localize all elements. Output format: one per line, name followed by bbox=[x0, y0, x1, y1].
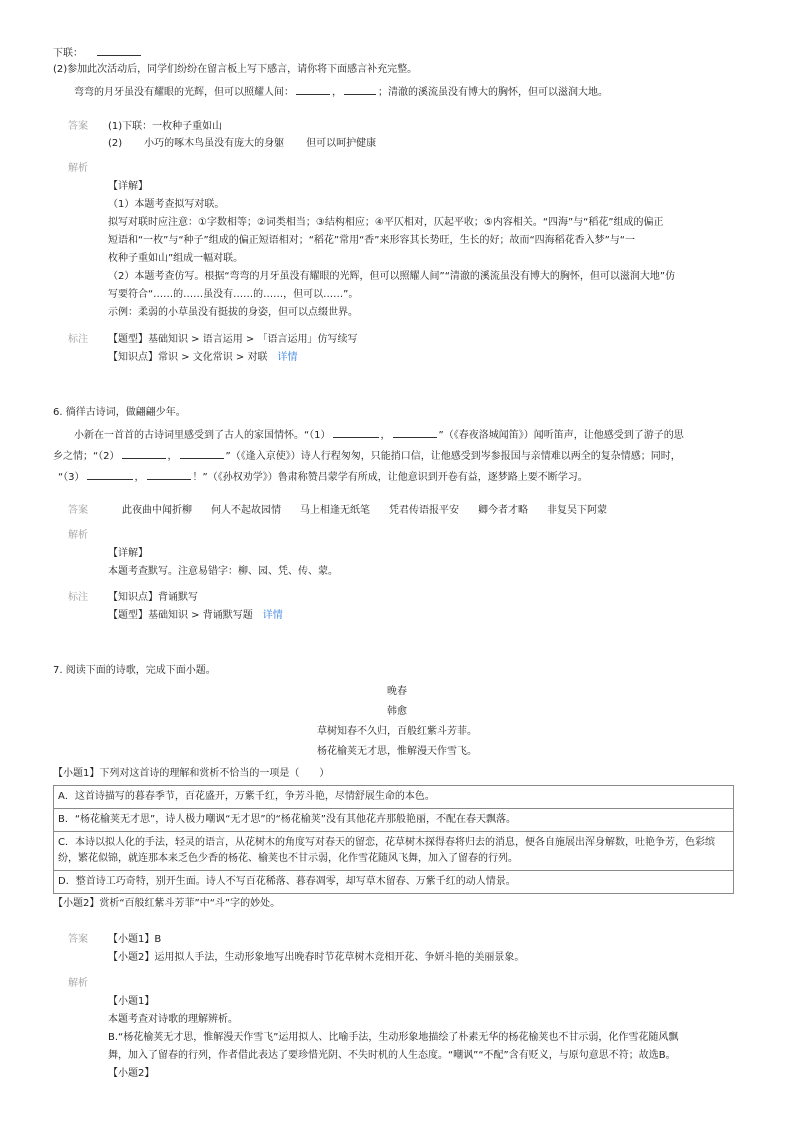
q6-para-line-2 bbox=[53, 447, 681, 465]
q6-text: 乡之情；“（2） bbox=[53, 451, 120, 462]
detail-heading: 【详解】 bbox=[108, 548, 148, 559]
answer-num: (2) bbox=[108, 138, 123, 149]
detail-line: 本题考查对诗歌的理解辨析。 bbox=[108, 1014, 238, 1025]
sub-question-1: 【小题1】下列对这首诗的理解和赏析不恰当的一项是（ ） bbox=[53, 768, 330, 779]
q6-answer: 何人不起故园情 bbox=[211, 505, 281, 516]
detail-line: B.“杨花榆荚无才思，惟解漫天作雪飞”运用拟人、比喻手法，生动形象地描绘了朴素无华的杨花榆荚也不甘示弱，化作雪花随风飘 bbox=[108, 1032, 679, 1043]
q6-blank bbox=[122, 447, 166, 459]
q6-text: ”（《春夜洛城闻笛》）闻听笛声，让他感受到了游子的思 bbox=[438, 430, 684, 441]
sub-question-2: 【小题2】赏析“百般红紫斗芳菲”中“斗”字的妙处。 bbox=[53, 898, 281, 909]
q6-text: ， bbox=[167, 451, 178, 462]
poem-line: 杨花榆荚无才思，惟解漫天作雪飞。 bbox=[317, 746, 477, 757]
xialian-label: 下联： bbox=[53, 48, 83, 59]
detail-line: 示例：柔弱的小草虽没有挺拔的身姿，但可以点缀世界。 bbox=[108, 307, 358, 318]
q6-text: ， bbox=[380, 430, 391, 441]
note-label: 标注 bbox=[68, 592, 88, 603]
q6-blank bbox=[333, 426, 379, 438]
q6-para-line-1 bbox=[74, 426, 684, 444]
tag-line bbox=[108, 350, 297, 366]
q6-text: “（3） bbox=[58, 472, 85, 483]
tag-line: 【题型】基础知识 > 语言运用 > 「语言运用」仿写续写 bbox=[108, 334, 358, 345]
detail-line: 舞，加入了留春的行列，作者借此表达了要珍惜光阴、不失时机的人生态度。“嘲讽”“不配”含有贬义，与原句意思不符；故选B。 bbox=[108, 1050, 676, 1061]
detail-line: 枚种子重如山”组成一幅对联。 bbox=[108, 253, 244, 264]
option-b: B．“杨花榆荚无才思”，诗人极力嘲讽“无才思”的“杨花榆荚”没有其他花卉那般艳丽，不配在春天飘落。 bbox=[54, 809, 733, 832]
answer-label: 答案 bbox=[68, 121, 88, 132]
answer-part-a: 小巧的啄木鸟虽没有庞大的身躯 bbox=[144, 138, 285, 149]
detail-heading: 【小题2】 bbox=[108, 1068, 155, 1079]
answer-label: 答案 bbox=[68, 505, 88, 516]
options-table bbox=[53, 785, 734, 894]
detail-line: 短语和“一枚”与“种子”组成的偏正短语相对；“稻花”常用“香”来形容其长势旺，生长的好；故而“四海稻花香入梦”与“一 bbox=[108, 235, 635, 246]
tag-text: 【题型】基础知识 > 背诵默写题 bbox=[108, 610, 253, 621]
q6-blank bbox=[87, 468, 133, 480]
answer-line: 【小题2】运用拟人手法，生动形象地写出晚春时节花草树木竞相开花、争妍斗艳的美丽景象。 bbox=[108, 952, 525, 963]
q2-blank-1 bbox=[296, 83, 330, 95]
q6-answer: 此夜曲中闻折柳 bbox=[122, 505, 192, 516]
q6-answer: 卿今者才略 bbox=[478, 505, 528, 516]
q6-blank bbox=[147, 468, 191, 480]
q2-sep: ， bbox=[332, 87, 342, 98]
tag-text: 【知识点】常识 > 文化常识 > 对联 bbox=[108, 352, 268, 363]
q6-text: 小新在一首首的古诗词里感受到了古人的家国情怀。“（1） bbox=[74, 430, 331, 441]
option-a: A．这首诗描写的暮春季节，百花盛开，万紫千红，争芳斗艳，尽情舒展生命的本色。 bbox=[54, 786, 733, 809]
poem-author: 韩愈 bbox=[387, 706, 407, 717]
q6-text: ”（《逢入京使》）诗人行程匆匆，只能捎口信，让他感受到岑参报国与亲情难以两全的复杂情感；同时， bbox=[225, 451, 681, 462]
q2-text-b: ；清澈的溪流虽没有博大的胸怀，但可以滋润大地。 bbox=[378, 87, 608, 98]
q6-blank bbox=[180, 447, 224, 459]
q6-answer: 非复吴下阿蒙 bbox=[547, 505, 607, 516]
poem-title: 晚春 bbox=[387, 686, 407, 697]
detail-heading: 【详解】 bbox=[108, 181, 148, 192]
q2-prompt: (2)参加此次活动后，同学们纷纷在留言板上写下感言，请你将下面感言补充完整。 bbox=[53, 64, 418, 75]
answer-line-1: (1)下联：一枚种子重如山 bbox=[108, 121, 223, 132]
q6-text: ！”（《孙权劝学》）鲁肃称赞吕蒙学有所成，让他意识到开卷有益，逐梦路上要不断学习。 bbox=[192, 472, 588, 483]
detail-line: （1）本题考查拟写对联。 bbox=[108, 199, 225, 210]
analysis-label: 解析 bbox=[68, 978, 88, 989]
detail-line: （2）本题考查仿写。根据“弯弯的月牙虽没有耀眼的光辉，但可以照耀人间”“清澈的溪流虽没有博大的胸怀，但可以滋润大地”仿 bbox=[108, 271, 676, 282]
q6-answers bbox=[122, 503, 607, 519]
xialian-blank bbox=[97, 44, 141, 56]
q6-blank bbox=[393, 426, 437, 438]
analysis-label: 解析 bbox=[68, 163, 88, 174]
tag-line: 【知识点】背诵默写 bbox=[108, 592, 198, 603]
answer-line: 【小题1】B bbox=[108, 934, 162, 945]
detail-line: 写要符合“……的……虽没有……的……，但可以……”。 bbox=[108, 289, 359, 300]
q2-text-a: 弯弯的月牙虽没有耀眼的光辉，但可以照耀人间： bbox=[74, 87, 294, 98]
details-link[interactable]: 详情 bbox=[262, 610, 283, 621]
detail-heading: 【小题1】 bbox=[108, 996, 155, 1007]
xialian-line bbox=[53, 44, 143, 62]
q7-title: 7. 阅读下面的诗歌，完成下面小题。 bbox=[53, 665, 216, 676]
answer-label: 答案 bbox=[68, 934, 88, 945]
tag-line bbox=[108, 608, 283, 624]
answer-part-b: 但可以呵护健康 bbox=[306, 138, 377, 149]
q6-answer: 马上相逢无纸笔 bbox=[300, 505, 370, 516]
q6-title: 6. 徜徉古诗词，做翩翩少年。 bbox=[53, 407, 186, 418]
q6-text: ， bbox=[134, 472, 145, 483]
option-d: D．整首诗工巧奇特，别开生面。诗人不写百花稀落、暮春凋零，却写草木留春、万紫千红的动人情景。 bbox=[58, 876, 516, 887]
q6-answer: 凭君传语报平安 bbox=[389, 505, 459, 516]
option-c: C．本诗以拟人化的手法，轻灵的语言，从花树木的角度写对春天的留恋，花草树木探得春将归去的消息，便各自施展出浑身解数，吐艳争芳，色彩缤纷，繁花似锦，就连那本来乏色少香的杨花、榆荚也不甘示弱，化作雪花随风飞舞，加入了留春的行列。 bbox=[54, 832, 733, 871]
q2-sentence bbox=[74, 83, 608, 101]
q2-blank-2 bbox=[344, 83, 376, 95]
answer-line-2 bbox=[108, 136, 376, 152]
poem-line: 草树知春不久归，百般红紫斗芳菲。 bbox=[317, 726, 477, 737]
details-link[interactable]: 详情 bbox=[277, 352, 298, 363]
note-label: 标注 bbox=[68, 334, 88, 345]
analysis-label: 解析 bbox=[68, 530, 88, 541]
q6-para-line-3 bbox=[58, 468, 588, 486]
detail-line: 本题考查默写。注意易错字：柳、园、凭、传、蒙。 bbox=[108, 566, 338, 577]
detail-line: 拟写对联时应注意：①字数相等；②词类相当；③结构相应；④平仄相对，仄起平收；⑤内容相关。“四海”与“稻花”组成的偏正 bbox=[108, 217, 664, 228]
